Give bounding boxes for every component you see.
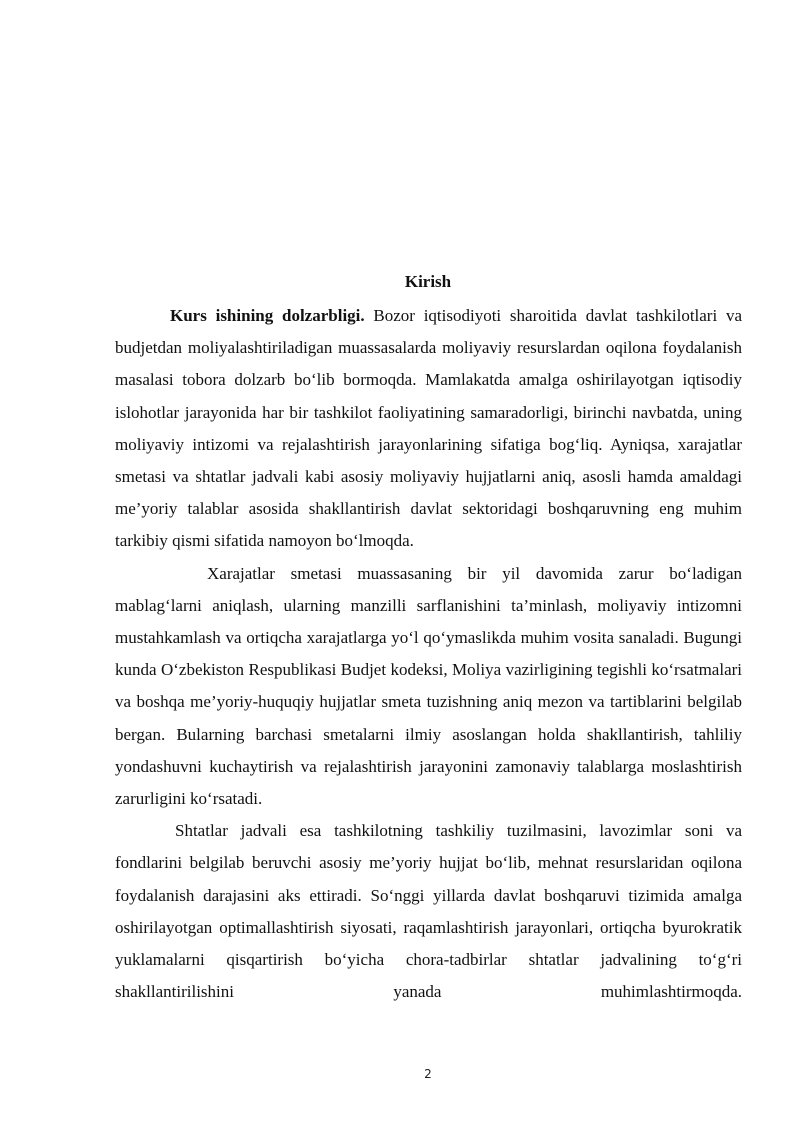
body-text [115, 300, 742, 1008]
paragraph-relevance [115, 300, 742, 558]
paragraph-text: Bozor iqtisodiyoti sharoitida davlat tashkilotlari va budjetdan moliyalashtiriladigan muassasalarda moliyaviy resurslardan oqilona foydalanish masalasi tobora dolzarb bo‘lib bormoqda. Mamlakatda amalga oshirilayotgan iqtisodiy islohotlar jarayonida har bir tashkilot faoliyatining samaradorligi, birinchi navbatda, uning moliyaviy intizomi va rejalashtirish jarayonlarining sifatiga bog‘liq. Ayniqsa, xarajatlar smetasi va shtatlar jadvali kabi asosiy moliyaviy hujjatlarni aniq, asosli hamda amaldagi me’yoriy talablar asosida shakllantirish davlat sektoridagi boshqaruvning eng muhim tarkibiy qismi sifatida namoyon bo‘lmoqda. [115, 306, 742, 551]
paragraph-lead: Kurs ishining dolzarbligi. [170, 306, 365, 325]
page-number: 2 [424, 1067, 432, 1081]
paragraph-expense-estimate: Xarajatlar smetasi muassasaning bir yil davomida zarur bo‘ladigan mablag‘larni aniqlash, ularning manzilli sarflanishini ta’minlash, moliyaviy intizomni mustahkamlash va ortiqcha xarajatlarga yo‘l qo‘ymaslikda muhim vosita sanaladi. Bugungi kunda O‘zbekiston Respublikasi Budjet kodeksi, Moliya vazirligining tegishli ko‘rsatmalari va boshqa me’yoriy-huquqiy hujjatlar smeta tuzishning aniq mezon va tartiblarini belgilab bergan. Bularning barchasi smetalarni ilmiy asoslangan holda shakllantirish, tahliliy yondashuvni kuchaytirish va rejalashtirish jarayonini zamonaviy talablarga moslashtirish zarurligini ko‘rsatadi. [115, 563, 742, 809]
paragraph-staffing-table: Shtatlar jadvali esa tashkilotning tashkiliy tuzilmasini, lavozimlar soni va fondlarini belgilab beruvchi asosiy me’yoriy hujjat bo‘lib, mehnat resurslaridan oqilona foydalanish darajasini aks ettiradi. So‘nggi yillarda davlat boshqaruvi tizimida amalga oshirilayotgan optimallashtirish siyosati, raqamlashtirish jarayonlari, ortiqcha byurokratik yuklamalarni qisqartirish bo‘yicha chora-tadbirlar shtatlar jadvalining to‘g‘ri shakllantirilishini yanada muhimlashtirmoqda. [115, 821, 742, 1002]
section-heading: Kirish [404, 272, 452, 291]
